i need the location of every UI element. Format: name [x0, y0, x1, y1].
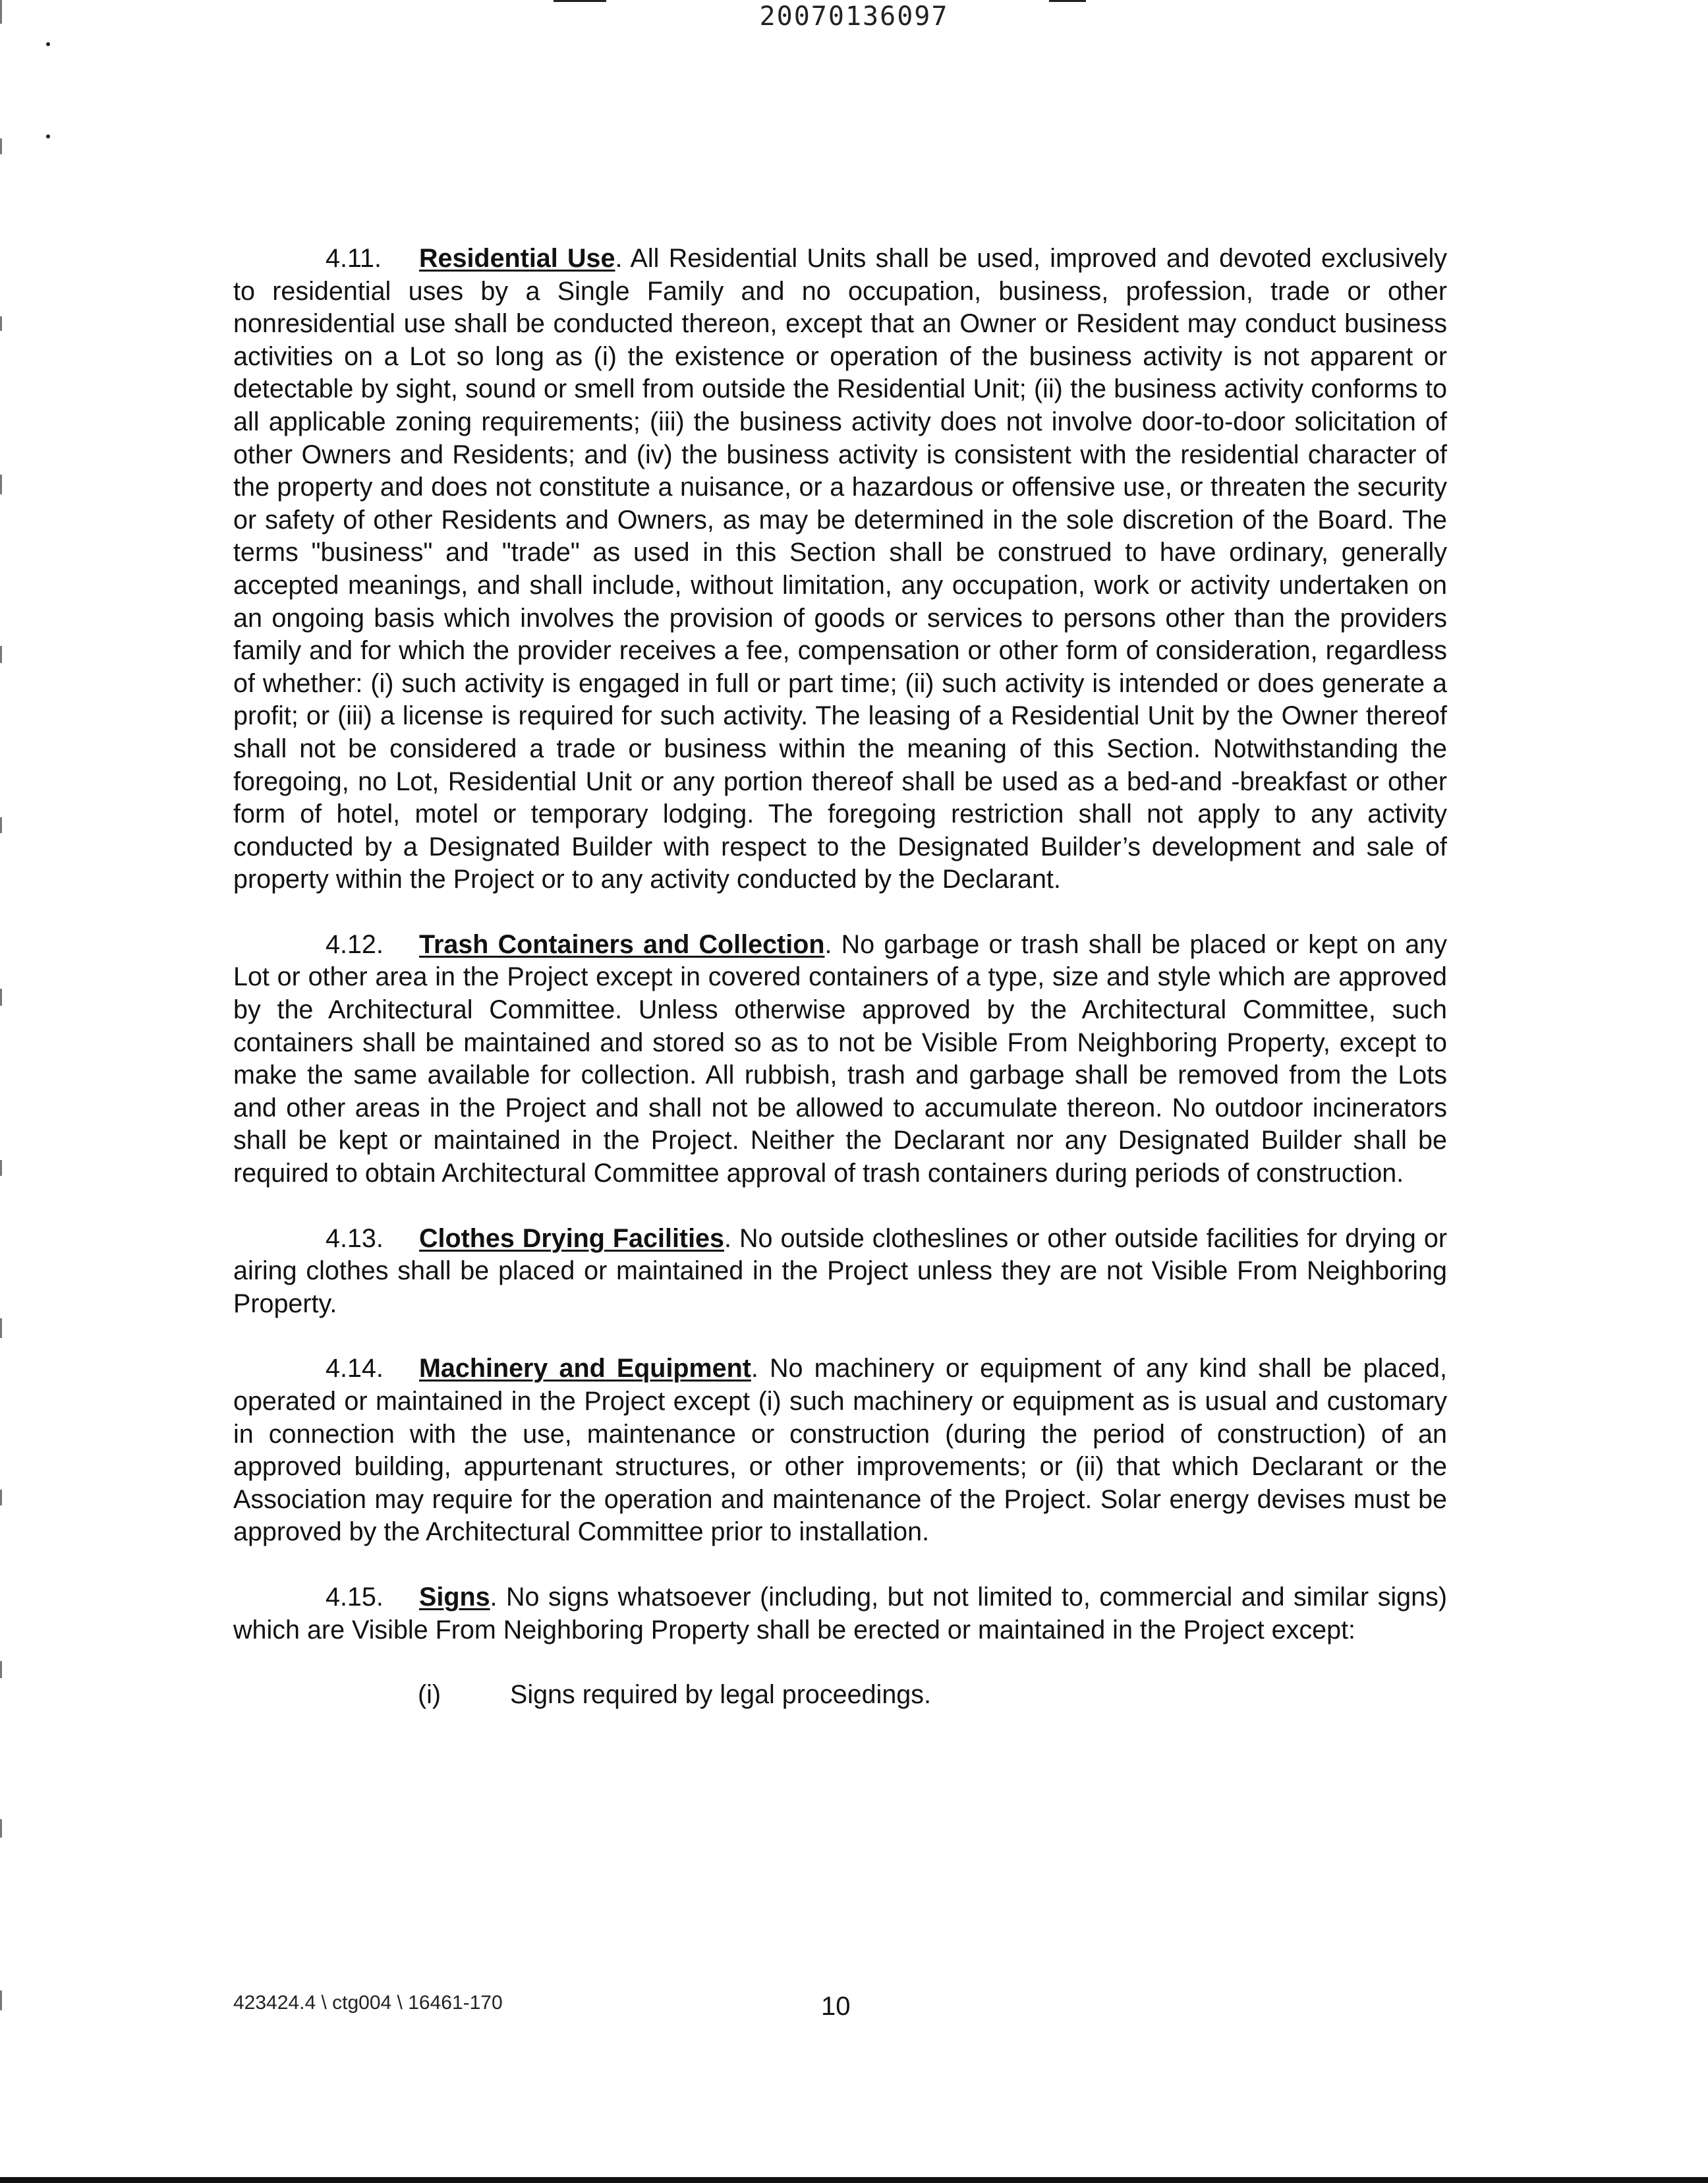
- page-number: 10: [821, 1992, 851, 2021]
- scan-artifact-edge-mark: [0, 1819, 2, 1838]
- section-text: . No outside clotheslines or other outside facilities for drying or airing clothes shall be placed or maintained in the Project unless they are not Visible From Neighboring Property.: [233, 1223, 1447, 1318]
- section-text: . All Residential Units shall be used, improved and devoted exclusively to residential uses by a Single Family and no occupation, business, profession, trade or other nonresidential use shall be conducted thereon, except that an Owner or Resident may conduct business activities on a Lot so long as (i) the existence or operation of the business activity is not apparent or detectable by sight, sound or smell from outside the Residential Unit; (ii) the business activity conforms to all applicable zoning requirements; (iii) the business activity does not involve door-to-door solicitation of other Owners and Residents; and (iv) the business activity is consistent with the residential character of the property and does not constitute a nuisance, or a hazardous or offensive use, or threaten the security or safety of other Residents and Owners, as may be determined in the sole discretion of the Board. The terms "business" and "trade" as used in this Section shall be construed to have ordinary, generally accepted meanings, and shall include, without limitation, any occupation, work or activity undertaken on an ongoing basis which involves the provision of goods or services to persons other than the providers family and for which the provider receives a fee, compensation or other form of consideration, regardless of whether: (i) such activity is engaged in full or part time; (ii) such activity is intended or does generate a profit; or (iii) a license is required for such activity. The leasing of a Residential Unit by the Owner thereof shall not be considered a trade or business within the meaning of this Section. Notwithstanding the foregoing, no Lot, Residential Unit or any portion thereof shall be used as a bed-and -breakfast or other form of hotel, motel or temporary lodging. The foregoing restriction shall not apply to any activity conducted by a Designated Builder with respect to the Designated Builder’s development and sale of property within the Project or to any activity conducted by the Declarant.: [233, 244, 1447, 894]
- section-4-14-machinery: [233, 1353, 1447, 1549]
- scan-artifact-edge-mark: [0, 1991, 2, 2010]
- section-number: 4.12.: [326, 929, 384, 959]
- scan-artifact-edge-mark: [0, 1160, 2, 1176]
- section-number: 4.15.: [326, 1582, 384, 1612]
- section-text: . No garbage or trash shall be placed or kept on any Lot or other area in the Project except in covered containers of a type, size and style which are approved by the Architectural Committee. Unless otherwise approved by the Architectural Committee, such containers shall be maintained and stored so as to not be Visible From Neighboring Property, except to make the same available for collection. All rubbish, trash and garbage shall be removed from the Lots and other areas in the Project and shall not be allowed to accumulate thereon. No outdoor incinerators shall be kept or maintained in the Project. Neither the Declarant nor any Designated Builder shall be required to obtain Architectural Committee approval of trash containers during periods of construction.: [233, 929, 1447, 1188]
- section-title: Signs: [419, 1582, 490, 1612]
- section-title: Clothes Drying Facilities: [419, 1223, 724, 1253]
- footer-document-id: 423424.4 \ ctg004 \ 16461-170: [233, 1992, 503, 2014]
- scan-artifact-dot: [46, 134, 50, 138]
- scan-artifact-edge-mark: [0, 1661, 2, 1678]
- scan-artifact-edge-mark: [0, 138, 2, 154]
- section-4-11-residential-use: [233, 243, 1447, 896]
- section-4-13-clothes-drying: [233, 1223, 1447, 1321]
- section-title: Trash Containers and Collection: [419, 929, 825, 959]
- scan-artifact-dot: [46, 42, 50, 46]
- scan-artifact-edge-mark: [0, 817, 2, 833]
- section-title: Machinery and Equipment: [419, 1354, 751, 1383]
- section-4-12-trash-containers: [233, 929, 1447, 1190]
- section-number: 4.13.: [326, 1223, 384, 1253]
- scan-artifact-edge-mark: [0, 989, 2, 1006]
- scan-artifact-edge-mark: [0, 1318, 2, 1338]
- section-title: Residential Use: [419, 244, 615, 273]
- scan-artifact-edge-mark: [0, 316, 2, 331]
- section-number: 4.14.: [326, 1354, 384, 1383]
- document-body: [233, 243, 1447, 1737]
- section-text: . No machinery or equipment of any kind shall be placed, operated or maintained in the Project except (i) such machinery or equipment as is usual and customary in connection with the use, maintenance or construction (during the period of construction) of an approved building, appurtenant structures, or other improvements; or (ii) that which Declarant or the Association may require for the operation and maintenance of the Project. Solar energy devises must be approved by the Architectural Committee prior to installation.: [233, 1354, 1447, 1547]
- scan-artifact-edge-mark: [0, 475, 2, 494]
- list-marker: (i): [418, 1680, 441, 1710]
- list-item: [418, 1679, 1447, 1712]
- document-number: 20070136097: [759, 1, 949, 32]
- list-item-text: Signs required by legal proceedings.: [510, 1680, 931, 1710]
- scan-artifact-bottom-rule: [0, 2177, 1708, 2183]
- scan-artifact-edge-mark: [0, 1490, 2, 1505]
- section-4-15-signs: [233, 1581, 1447, 1646]
- section-text: . No signs whatsoever (including, but not limited to, commercial and similar signs) which are Visible From Neighboring Property shall be erected or maintained in the Project except:: [233, 1582, 1447, 1645]
- scan-artifact-edge-mark: [0, 646, 2, 663]
- section-number: 4.11.: [326, 244, 382, 273]
